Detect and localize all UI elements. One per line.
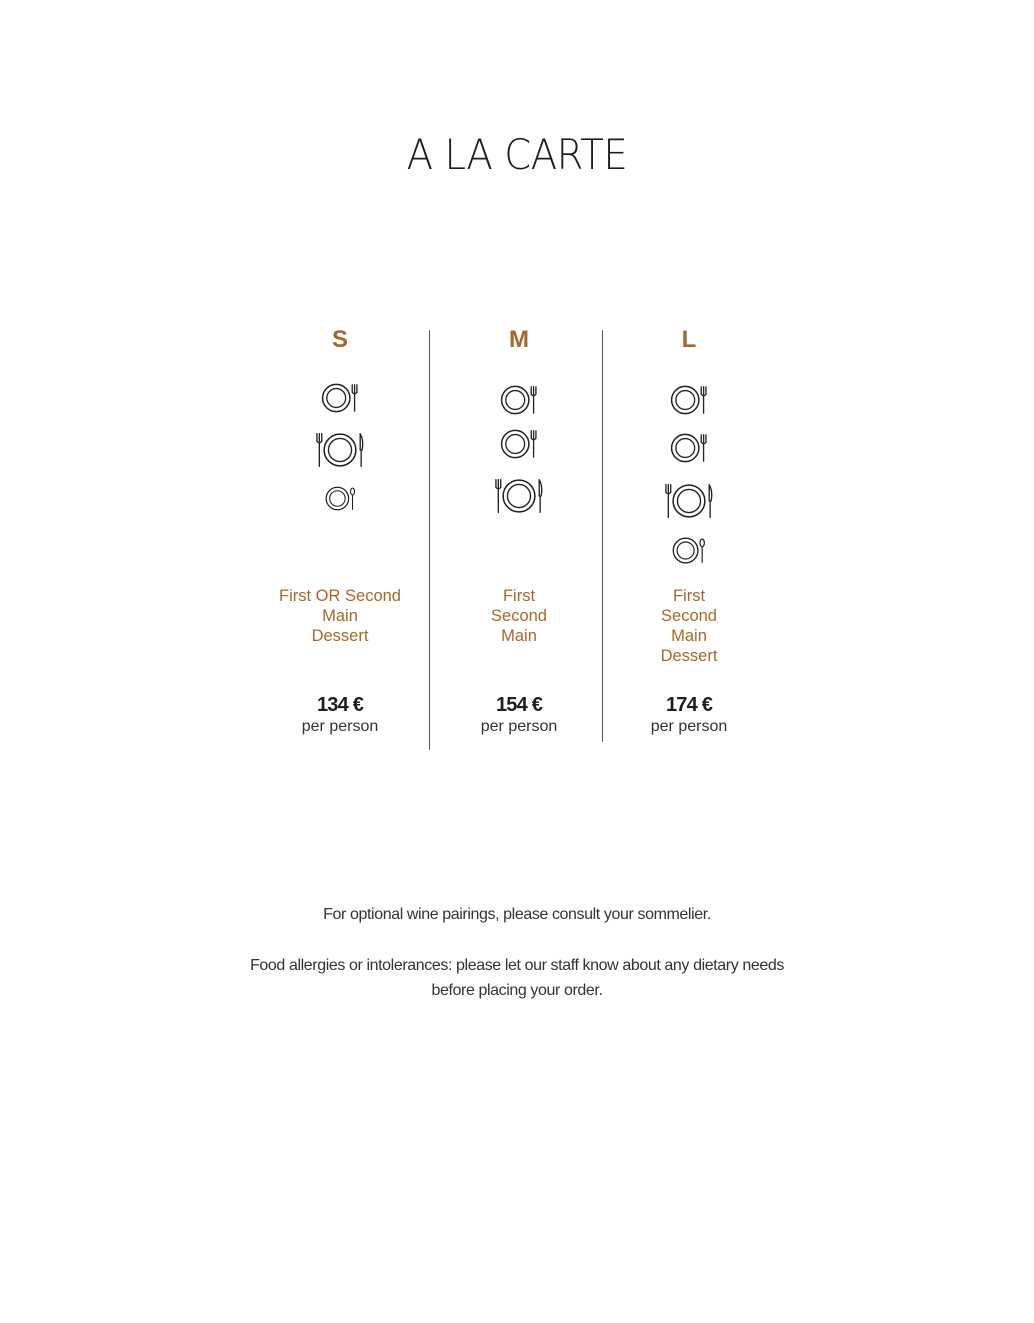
starter-plate-icon [599, 432, 779, 464]
menu-column-s [250, 322, 430, 735]
course-item: Second [661, 607, 717, 625]
price-unit: per person [650, 718, 728, 735]
course-item: Main [671, 627, 707, 645]
dessert-plate-icon [250, 382, 430, 414]
course-item: Dessert [660, 647, 718, 665]
main-plate-icon [429, 476, 609, 516]
price-unit: per person [301, 718, 379, 735]
course-list [599, 586, 779, 666]
menu-size-label: M [509, 326, 529, 353]
course-item: First [502, 587, 536, 605]
main-plate-icon [599, 481, 779, 521]
menu-size-label: L [681, 326, 697, 353]
menu-price: 154 € [495, 694, 543, 716]
wine-pairing-note: For optional wine pairings, please consult your sommelier. [323, 906, 711, 923]
page-title: A LA CARTE [406, 130, 628, 179]
menu-column-l [599, 322, 779, 735]
course-list [429, 586, 609, 646]
course-item: First OR Second [279, 587, 401, 605]
menu-price: 134 € [316, 694, 364, 716]
course-list [250, 586, 430, 646]
course-item: Main [322, 607, 358, 625]
small-dessert-icon [250, 485, 430, 512]
starter-plate-icon [429, 384, 609, 416]
course-item: First [672, 587, 706, 605]
menu-size-label: S [331, 326, 348, 353]
allergy-note-line-1: Food allergies or intolerances: please let our staff know about any dietary needs [250, 957, 784, 974]
price-unit: per person [480, 718, 558, 735]
menu-price: 174 € [665, 694, 713, 716]
allergy-note-line-2: before placing your order. [431, 982, 603, 999]
course-item: Second [491, 607, 547, 625]
course-item: Dessert [311, 627, 369, 645]
starter-plate-icon [599, 384, 779, 416]
dessert-plate-icon [599, 536, 779, 565]
starter-plate-icon [429, 428, 609, 460]
menu-column-m [429, 322, 609, 735]
main-plate-icon [250, 430, 430, 470]
course-item: Main [501, 627, 537, 645]
